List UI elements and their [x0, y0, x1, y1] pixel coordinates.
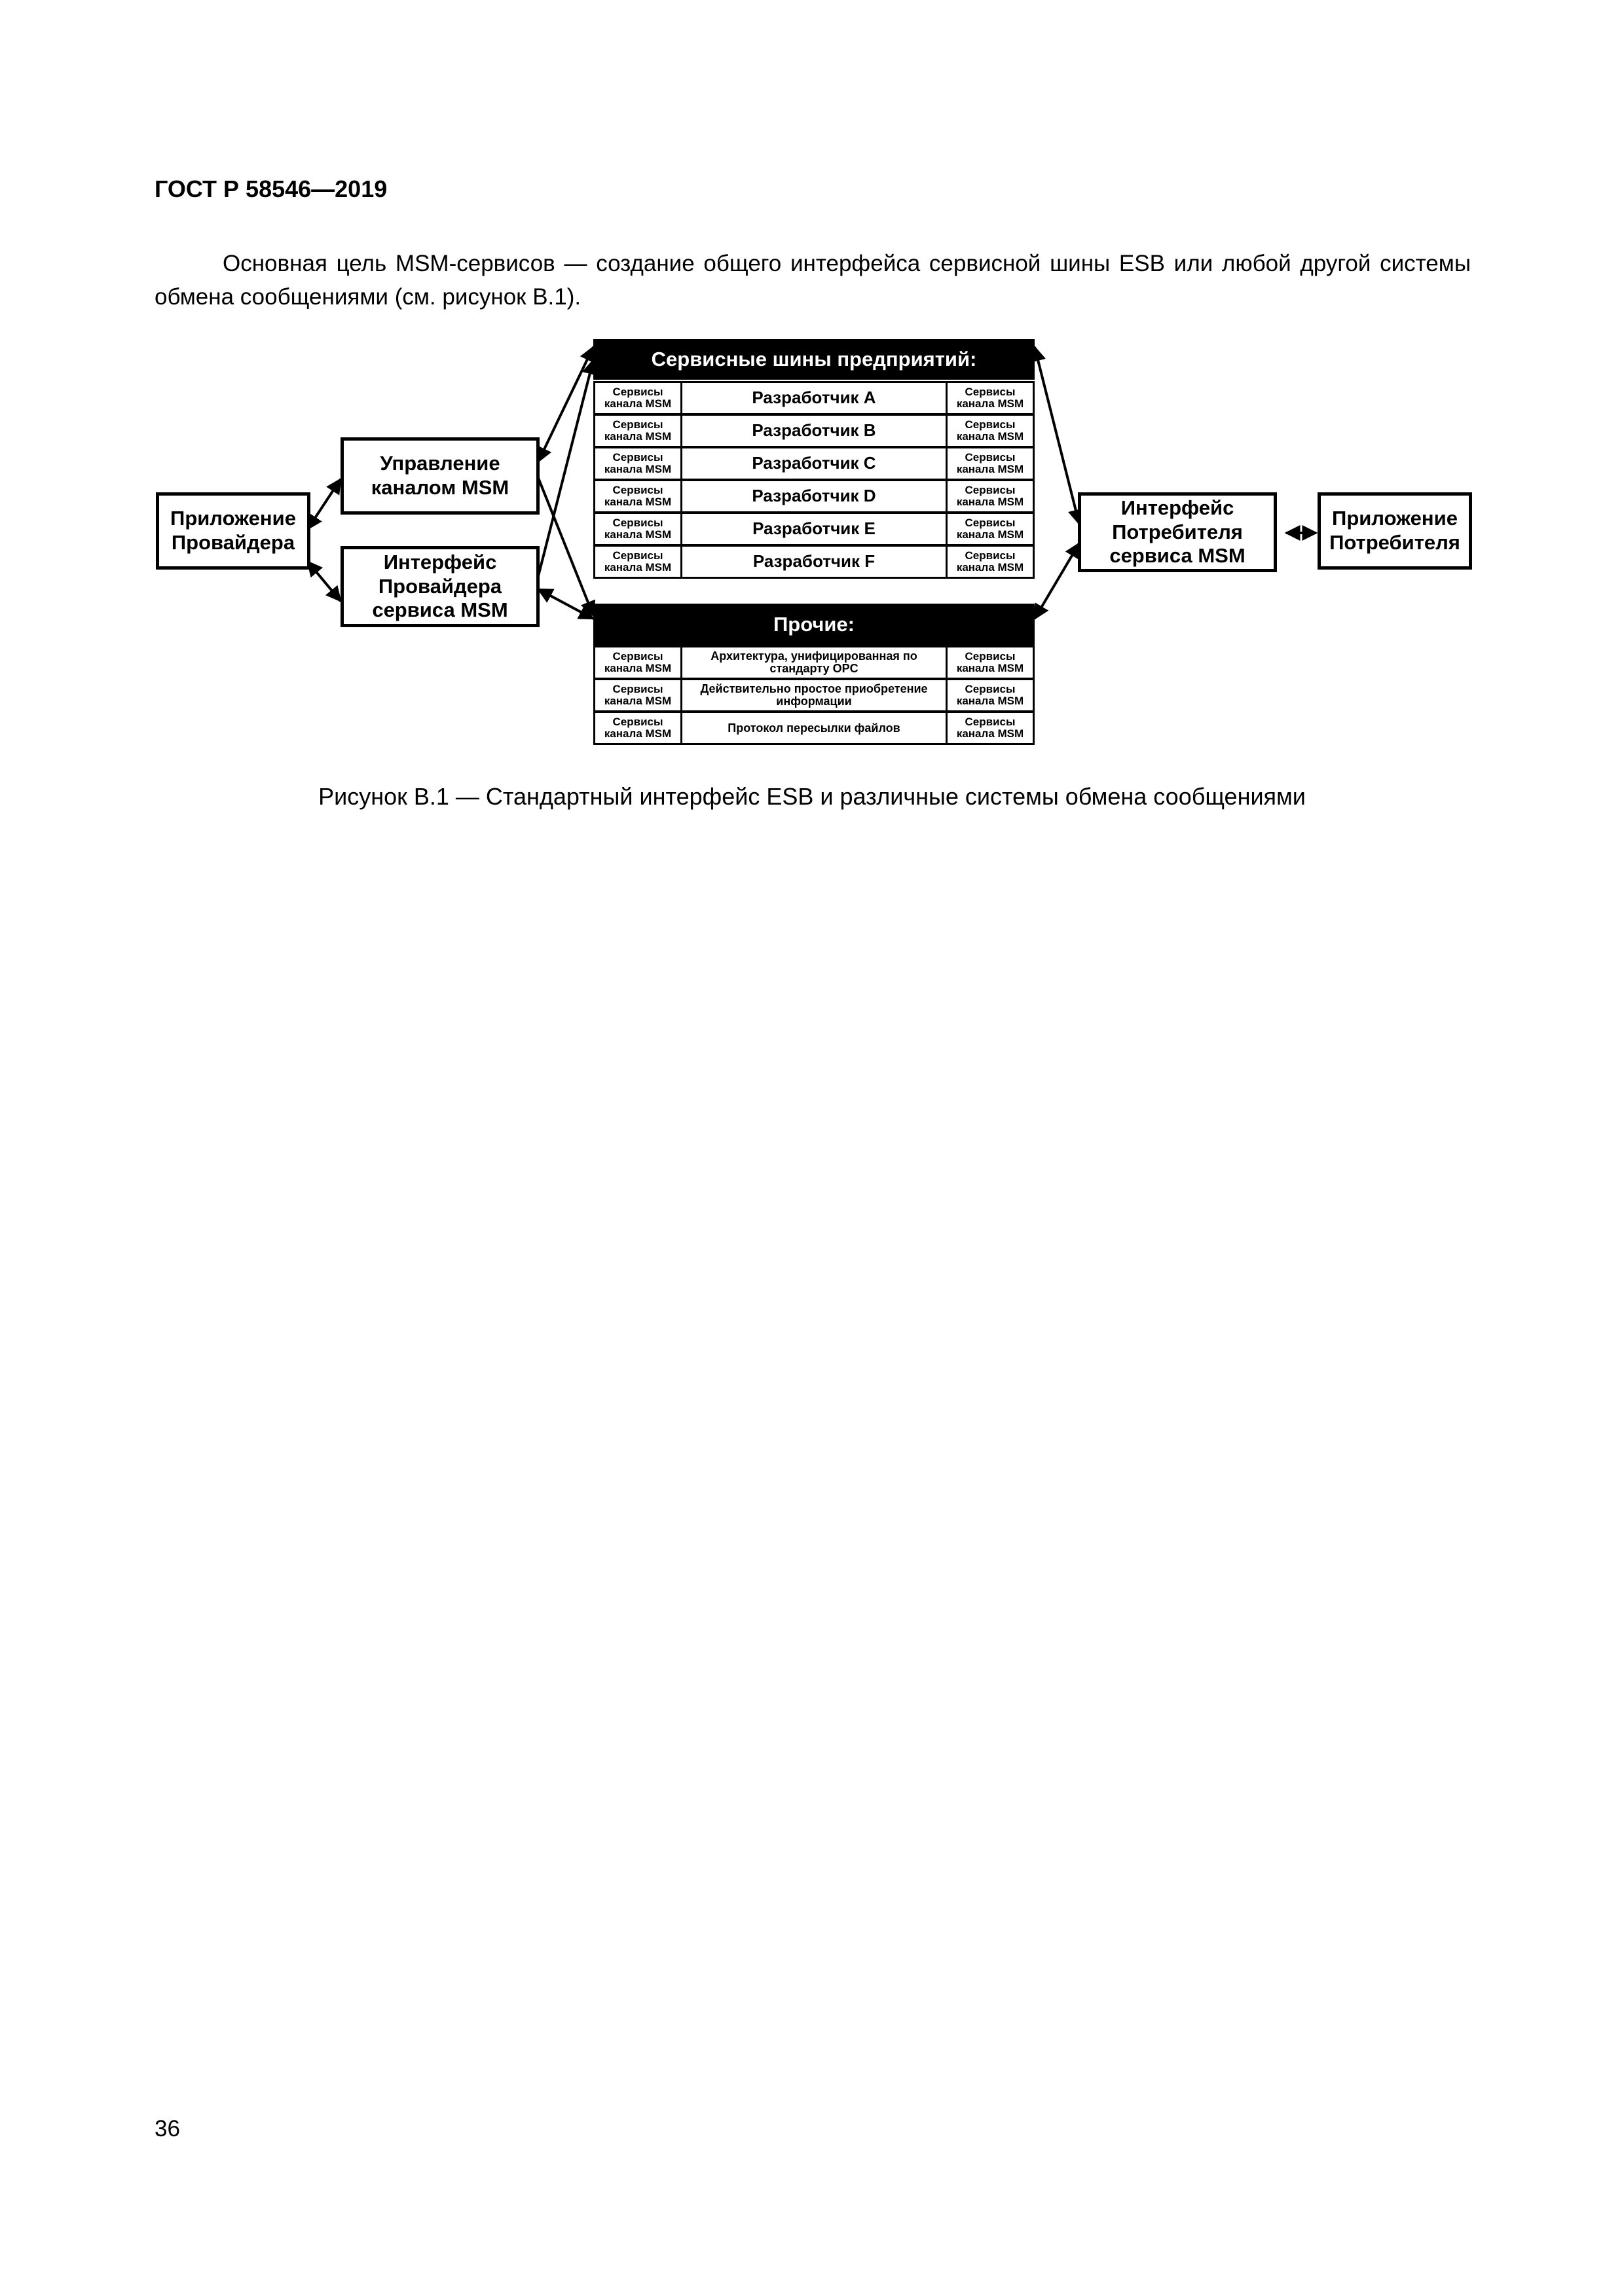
other-row-right-cell — [946, 711, 1035, 745]
provider-iface-label: Интерфейс Провайдера сервиса MSM — [372, 551, 508, 622]
esb-row-right-cell — [946, 545, 1035, 579]
esb-row-right-cell — [946, 381, 1035, 415]
other-row-mid-label: Действительно простое приобретение информации — [700, 682, 928, 708]
esb-row-left-label: Сервисы канала MSM — [604, 549, 672, 574]
esb-row-right-label: Сервисы канала MSM — [956, 484, 1024, 508]
esb-title: Сервисные шины предприятий: — [651, 348, 977, 371]
arrow-other-consumer-iface — [1035, 543, 1079, 619]
page-number: 36 — [155, 2116, 180, 2141]
esb-row-left-cell — [593, 545, 682, 579]
esb-row-mid-cell — [680, 545, 948, 579]
consumer-app-label: Приложение Потребителя — [1329, 507, 1460, 554]
provider-app-box — [156, 492, 310, 570]
document-header: ГОСТ Р 58546—2019 — [155, 175, 388, 202]
esb-row-left-label: Сервисы канала MSM — [604, 386, 672, 410]
other-row-right-label: Сервисы канала MSM — [956, 716, 1024, 740]
esb-row-mid-label: Разработчик E — [752, 519, 876, 539]
esb-row-right-label: Сервисы канала MSM — [956, 517, 1024, 541]
other-row-left-label: Сервисы канала MSM — [604, 716, 672, 740]
esb-row-left-cell — [593, 446, 682, 481]
figure-caption: Рисунок В.1 — Стандартный интерфейс ESB и различные системы обмена сообщениями — [318, 783, 1306, 810]
other-row-right-label: Сервисы канала MSM — [956, 650, 1024, 674]
esb-row-right-cell — [946, 446, 1035, 481]
esb-row-left-cell — [593, 414, 682, 448]
other-title-band — [593, 604, 1035, 646]
esb-row-right-label: Сервисы канала MSM — [956, 549, 1024, 574]
esb-row-mid-label: Разработчик C — [752, 453, 876, 473]
esb-row-mid-cell — [680, 479, 948, 513]
other-title: Прочие: — [773, 613, 855, 636]
esb-row-mid-cell — [680, 512, 948, 546]
other-row-left-cell — [593, 678, 682, 712]
other-row-mid-label: Архитектура, унифицированная по стандарту OPC — [710, 649, 917, 675]
esb-row-right-label: Сервисы канала MSM — [956, 451, 1024, 475]
channel-mgmt-label: Управление каналом MSM — [371, 452, 509, 499]
consumer-app-box — [1318, 492, 1472, 570]
other-row-mid-cell — [680, 678, 948, 712]
arrow-esb-consumer-iface — [1035, 347, 1079, 524]
provider-iface-box — [341, 546, 540, 627]
esb-title-band — [593, 339, 1035, 380]
esb-row-mid-label: Разработчик F — [752, 551, 876, 572]
other-row-mid-cell — [680, 711, 948, 745]
esb-row-mid-cell — [680, 446, 948, 481]
other-row-right-cell — [946, 646, 1035, 680]
other-row-left-cell — [593, 646, 682, 680]
other-row-mid-cell — [680, 646, 948, 680]
esb-row-right-label: Сервисы канала MSM — [956, 418, 1024, 443]
esb-row-left-label: Сервисы канала MSM — [604, 484, 672, 508]
other-row-mid-label: Протокол пересылки файлов — [728, 721, 900, 735]
esb-row-right-label: Сервисы канала MSM — [956, 386, 1024, 410]
esb-row-left-cell — [593, 381, 682, 415]
esb-row-left-label: Сервисы канала MSM — [604, 517, 672, 541]
consumer-iface-label: Интерфейс Потребителя сервиса MSM — [1109, 496, 1246, 568]
provider-app-label: Приложение Провайдера — [170, 507, 296, 554]
arrow-provider-app-provider-iface — [308, 562, 341, 601]
esb-row-mid-cell — [680, 381, 948, 415]
esb-row-left-label: Сервисы канала MSM — [604, 451, 672, 475]
esb-row-right-cell — [946, 479, 1035, 513]
body-paragraph-text: Основная цель MSM-сервисов — создание общего интерфейса сервисной шины ESB или любой другой системы обмена сообщениями (см. рисунок В.1). — [155, 251, 1471, 310]
esb-row-left-cell — [593, 512, 682, 546]
esb-row-mid-label: Разработчик B — [752, 420, 876, 441]
arrow-provider-app-channel-mgmt — [308, 479, 341, 529]
esb-row-mid-cell — [680, 414, 948, 448]
other-row-left-label: Сервисы канала MSM — [604, 650, 672, 674]
esb-row-left-cell — [593, 479, 682, 513]
esb-row-right-cell — [946, 512, 1035, 546]
esb-row-left-label: Сервисы канала MSM — [604, 418, 672, 443]
esb-row-right-cell — [946, 414, 1035, 448]
other-row-right-cell — [946, 678, 1035, 712]
arrow-channel-mgmt-esb — [538, 347, 593, 462]
other-row-left-label: Сервисы канала MSM — [604, 683, 672, 707]
other-row-left-cell — [593, 711, 682, 745]
other-row-right-label: Сервисы канала MSM — [956, 683, 1024, 707]
consumer-iface-box — [1078, 492, 1277, 572]
esb-row-mid-label: Разработчик D — [752, 486, 876, 506]
esb-row-mid-label: Разработчик A — [752, 388, 876, 408]
channel-mgmt-box — [341, 437, 540, 515]
